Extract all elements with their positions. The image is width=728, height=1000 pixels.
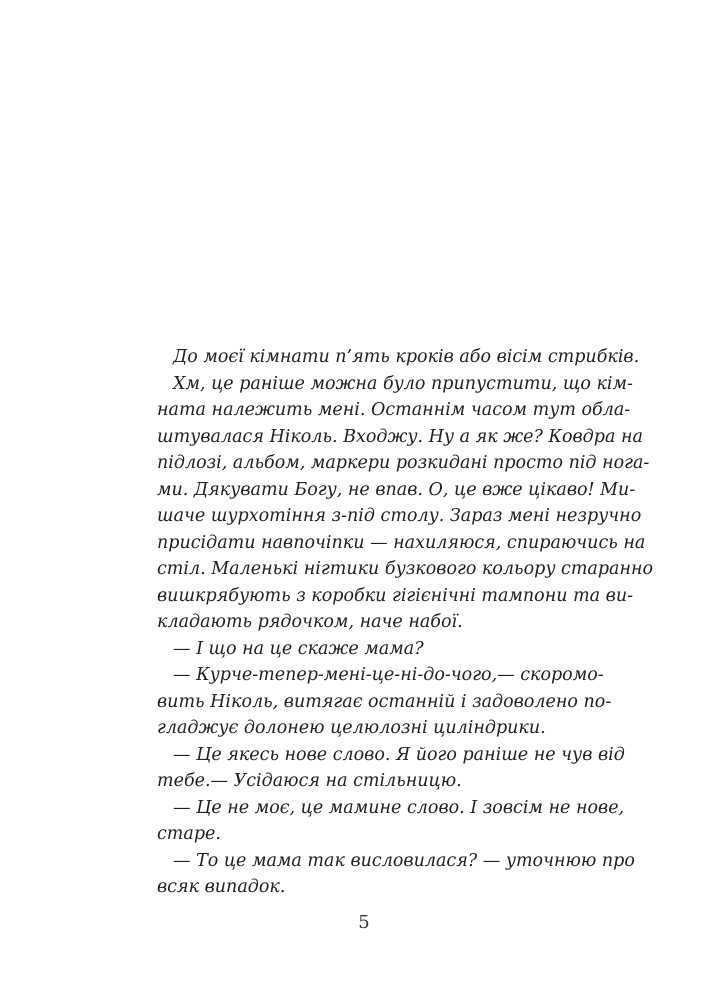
text-line: всяк випадок. — [157, 877, 286, 897]
text-line: підлозі, альбом, маркери розкидані просто під нога- — [157, 453, 650, 473]
text-line: шаче шурхотіння з-під столу. Зараз мені незручно — [157, 506, 642, 526]
body-text — [157, 344, 654, 901]
text-line: ната належить мені. Останнім часом тут обла- — [157, 400, 631, 420]
text-line: До моєї кімнати п’ять кроків або вісім стрибків. — [173, 347, 640, 367]
text-line: присідати навпочіпки — нахиляюся, спираючись на — [157, 532, 646, 553]
text-line: вить Ніколь, витягає останній і задоволено по- — [157, 691, 612, 712]
text-line: тебе.— Усідаюся на стільницю. — [157, 771, 462, 791]
text-line: вишкрябують з коробки гігієнічні тампони та ви- — [157, 585, 634, 606]
text-line: — Курче-тепер-мені-це-ні-до-чого,— скоромо- — [173, 665, 604, 685]
text-line: — Це якесь нове слово. Я його раніше не чув від — [173, 744, 625, 765]
text-line: кладають рядочком, наче набої. — [157, 612, 463, 632]
text-line: старе. — [157, 824, 221, 844]
text-line: штувалася Ніколь. Входжу. Ну а як же? Ковдра на — [157, 426, 643, 447]
text-line: гладжує долонею целюлозні циліндрики. — [157, 718, 546, 738]
text-line: — То це мама так висловилася? — уточнюю про — [173, 850, 635, 871]
text-line: — І що на це скаже мама? — [173, 638, 424, 659]
text-line: ми. Дякувати Богу, не впав. О, це вже цікаво! Ми- — [157, 479, 636, 500]
page-number: 5 — [358, 912, 370, 933]
text-line: — Це не моє, це мамине слово. І зовсім не нове, — [173, 797, 625, 818]
text-line: Хм, це раніше можна було припустити, що кім- — [173, 373, 633, 394]
text-line: стіл. Маленькі нігтики бузкового кольору старанно — [157, 559, 654, 579]
